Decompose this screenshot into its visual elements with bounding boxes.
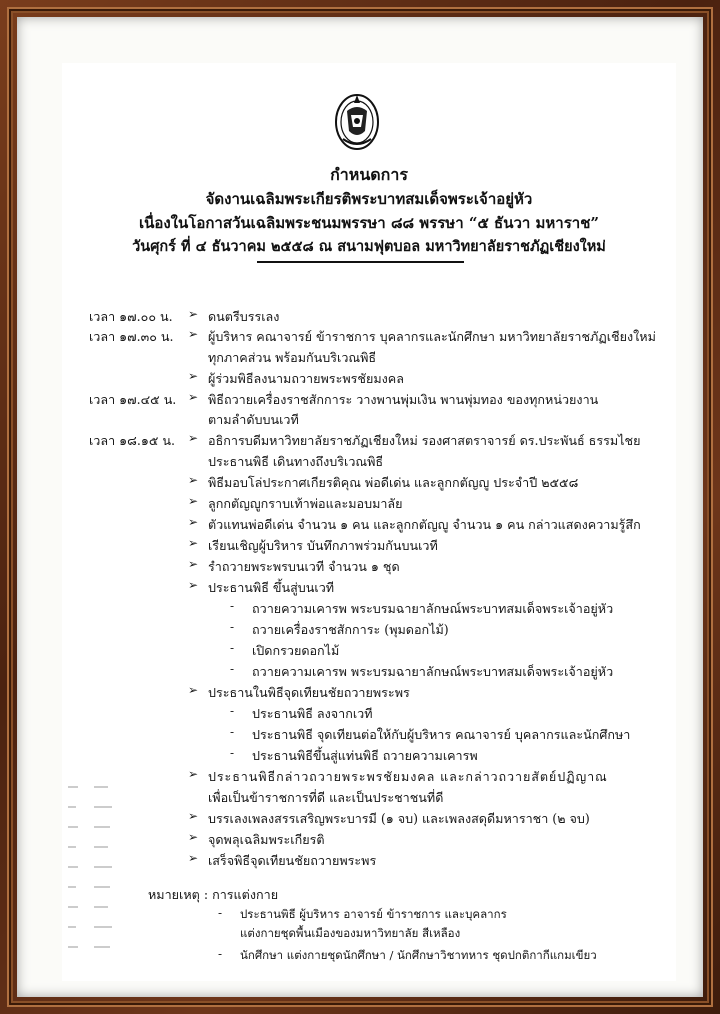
time-1700: เวลา ๑๗.๐๐ น.: [89, 309, 173, 324]
arrow-bullet-icon: ➢: [188, 830, 199, 844]
university-seal-icon: [333, 89, 381, 151]
schedule-item-speech: ตัวแทนพ่อดีเด่น จำนวน ๑ คน และลูกกตัญญู จำนวน ๑ คน กล่าวแสดงความรู้สึก: [208, 517, 641, 532]
schedule-item-sign-blessing: ผู้ร่วมพิธีลงนามถวายพระพรชัยมงคล: [208, 371, 404, 386]
arrow-bullet-icon: ➢: [188, 851, 199, 865]
dash-bullet-icon: -: [230, 641, 235, 655]
schedule-item-gathering: ผู้บริหาร คณาจารย์ ข้าราชการ บุคลากรและนักศึกษา มหาวิทยาลัยราชภัฏเชียงใหม่: [208, 329, 656, 344]
sub-item-open-cone: เปิดกรวยดอกไม้: [252, 643, 340, 658]
arrow-bullet-icon: ➢: [188, 431, 199, 445]
schedule-item-anthem: บรรเลงเพลงสรรเสริญพระบารมี (๑ จบ) และเพลงสดุดีมหาราชา (๒ จบ): [208, 811, 590, 826]
dash-bullet-icon: -: [218, 947, 223, 961]
schedule-item-photo: เรียนเชิญผู้บริหาร บันทึกภาพร่วมกันบนเวที: [208, 538, 438, 553]
note-heading: หมายเหตุ : การแต่งกาย: [148, 887, 279, 902]
sub-item-descend-stage: ประธานพิธี ลงจากเวที: [252, 706, 373, 721]
arrow-bullet-icon: ➢: [188, 369, 199, 383]
schedule-item-award: พิธีมอบโล่ประกาศเกียรติคุณ พ่อดีเด่น และลูกกตัญญู ประจำปี ๒๕๕๘: [208, 475, 579, 490]
arrow-bullet-icon: ➢: [188, 683, 199, 697]
arrow-bullet-icon: ➢: [188, 390, 199, 404]
schedule-item-offering-cont: ตามลำดับบนเวที: [208, 412, 299, 427]
title-line-1: จัดงานเฉลิมพระเกียรติพระบาทสมเด็จพระเจ้าอยู่หัว: [205, 190, 533, 208]
schedule-item-homage: ลูกกตัญญูกราบเท้าพ่อและมอบมาลัย: [208, 496, 403, 511]
title-line-3: วันศุกร์ ที่ ๔ ธันวาคม ๒๕๕๘ ณ สนามฟุตบอล มหาวิทยาลัยราชภัฏเชียงใหม่: [132, 238, 606, 255]
document-title: กำหนดการ: [330, 165, 408, 184]
schedule-item-president-cont: ประธานพิธี เดินทางถึงบริเวณพิธี: [208, 454, 384, 469]
schedule-item-candle: ประธานในพิธีจุดเทียนชัยถวายพระพร: [208, 685, 410, 700]
schedule-item-blessing-oath: ประธานพิธีกล่าวถวายพระพรชัยมงคล และกล่าวถวายสัตย์ปฏิญาณ: [208, 769, 608, 784]
title-underline: [257, 261, 464, 263]
dash-bullet-icon: -: [230, 620, 235, 634]
arrow-bullet-icon: ➢: [188, 307, 199, 321]
title-line-2: เนื่องในโอกาสวันเฉลิมพระชนมพรรษา ๘๘ พรรษา “๕ ธันวา มหาราช”: [138, 214, 600, 232]
arrow-bullet-icon: ➢: [188, 536, 199, 550]
arrow-bullet-icon: ➢: [188, 494, 199, 508]
schedule-item-blessing-oath-cont: เพื่อเป็นข้าราชการที่ดี และเป็นประชาชนที่ดี: [208, 790, 444, 805]
arrow-bullet-icon: ➢: [188, 515, 199, 529]
sub-item-pay-respect-1: ถวายความเคารพ พระบรมฉายาลักษณ์พระบาทสมเด็จพระเจ้าอยู่หัว: [252, 601, 614, 616]
dash-bullet-icon: -: [230, 704, 235, 718]
arrow-bullet-icon: ➢: [188, 557, 199, 571]
schedule-item-fireworks: จุดพลุเฉลิมพระเกียรติ: [208, 832, 325, 847]
dash-bullet-icon: -: [230, 599, 235, 613]
document-page: [62, 63, 676, 981]
time-1815: เวลา ๑๘.๑๕ น.: [89, 433, 176, 448]
arrow-bullet-icon: ➢: [188, 327, 199, 341]
arrow-bullet-icon: ➢: [188, 578, 199, 592]
sub-item-light-candles: ประธานพิธี จุดเทียนต่อให้กับผู้บริหาร คณาจารย์ บุคลากรและนักศึกษา: [252, 727, 631, 742]
dash-bullet-icon: -: [230, 662, 235, 676]
dash-bullet-icon: -: [230, 746, 235, 760]
arrow-bullet-icon: ➢: [188, 809, 199, 823]
time-1745: เวลา ๑๗.๔๕ น.: [89, 392, 177, 407]
note-dress-staff: ประธานพิธี ผู้บริหาร อาจารย์ ข้าราชการ และบุคลากร: [240, 907, 507, 921]
sub-item-pay-respect-2: ถวายความเคารพ พระบรมฉายาลักษณ์พระบาทสมเด็จพระเจ้าอยู่หัว: [252, 664, 614, 679]
schedule-item-dance: รำถวายพระพรบนเวที จำนวน ๑ ชุด: [208, 559, 400, 574]
dash-bullet-icon: -: [218, 906, 223, 920]
note-dress-students: นักศึกษา แต่งกายชุดนักศึกษา / นักศึกษาวิชาทหาร ชุดปกติกากีแกมเขียว: [240, 948, 597, 962]
scan-margin-marks: [64, 779, 144, 979]
schedule-item-gathering-cont: ทุกภาคส่วน พร้อมกันบริเวณพิธี: [208, 350, 377, 365]
sub-item-offering-flowers: ถวายเครื่องราชสักการะ (พุมดอกไม้): [252, 622, 449, 637]
sub-item-ascend-altar: ประธานพิธีขึ้นสู่แท่นพิธี ถวายความเคารพ: [252, 748, 478, 763]
schedule-item-finish: เสร็จพิธีจุดเทียนชัยถวายพระพร: [208, 853, 377, 868]
schedule-item-ascend-stage: ประธานพิธี ขึ้นสู่บนเวที: [208, 580, 335, 595]
schedule-item-president: อธิการบดีมหาวิทยาลัยราชภัฏเชียงใหม่ รองศาสตราจารย์ ดร.ประพันธ์ ธรรมไชย: [208, 433, 641, 448]
note-dress-staff-cont: แต่งกายชุดพื้นเมืองของมหาวิทยาลัย สีเหลือง: [240, 926, 461, 940]
dash-bullet-icon: -: [230, 725, 235, 739]
arrow-bullet-icon: ➢: [188, 473, 199, 487]
time-1730: เวลา ๑๗.๓๐ น.: [89, 329, 174, 344]
schedule-item-offering: พิธีถวายเครื่องราชสักการะ วางพานพุ่มเงิน พานพุ่มทอง ของทุกหน่วยงาน: [208, 392, 599, 407]
arrow-bullet-icon: ➢: [188, 767, 199, 781]
schedule-item-music: ดนตรีบรรเลง: [208, 309, 280, 324]
paper-sheet: [17, 17, 703, 997]
